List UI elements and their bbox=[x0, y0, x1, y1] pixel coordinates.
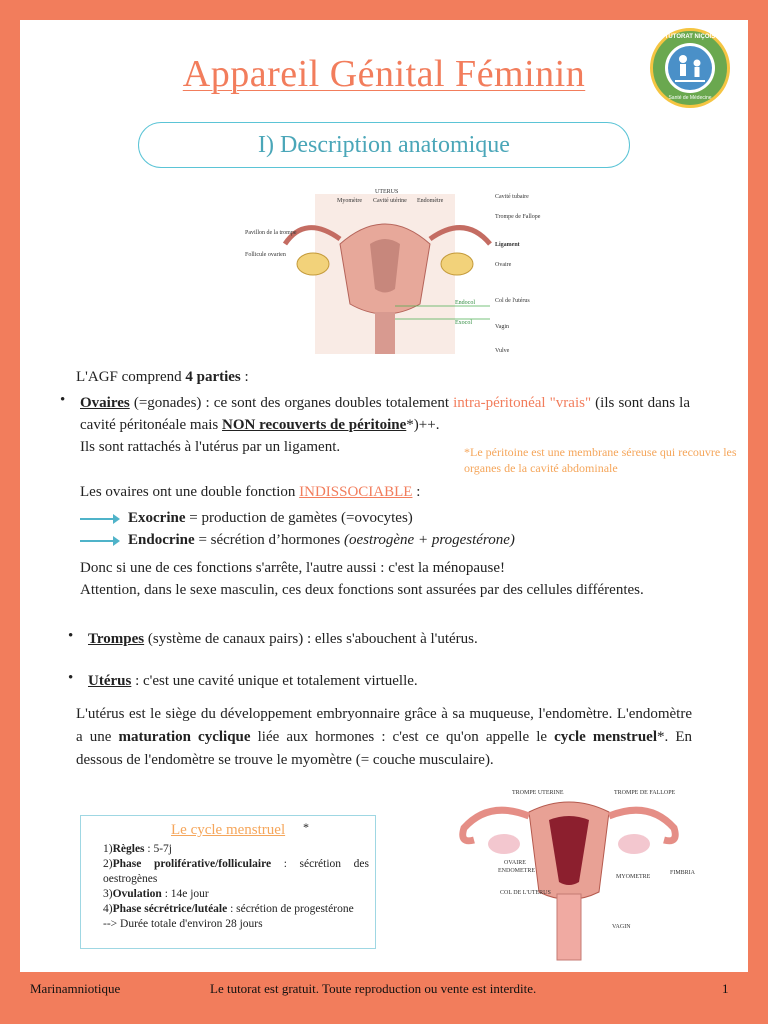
trompes-line: Trompes (système de canaux pairs) : elles s'abouchent à l'utérus. bbox=[88, 631, 478, 647]
label-uterus: UTERUS bbox=[375, 189, 399, 195]
label-vagin2: VAGIN bbox=[612, 924, 631, 930]
label-trompe-fallope: TROMPE DE FALLOPE bbox=[614, 790, 676, 796]
term-ovaires: Ovaires bbox=[80, 395, 130, 411]
logo-bottom-text: Santé de Médecine bbox=[668, 95, 712, 101]
arrow-right-icon bbox=[80, 518, 118, 520]
double-fonction-line: Les ovaires ont une double fonction INDISSOCIABLE : bbox=[80, 484, 421, 500]
cycle-step: 4)Phase sécrétrice/lutéale : sécrétion de progestérone bbox=[103, 903, 354, 915]
label-vulve: Vulve bbox=[495, 348, 510, 354]
label-endocol: Endocol bbox=[455, 300, 475, 306]
bullet-dot: • bbox=[60, 392, 66, 408]
endocrine-line: Endocrine = sécrétion d’hormones (oestrogène + progestérone) bbox=[80, 529, 515, 551]
uterus-paragraph: L'utérus est le siège du développement embryonnaire grâce à sa muqueuse, l'endomètre. L'endomètre a une maturation cyclique liée aux hormones : c'est ce qu'on appelle le cycle menstruel*. En dessous de l'endomètre se trouve le myomètre (= couche musculaire). bbox=[76, 706, 692, 768]
label-ovaire2: OVAIRE bbox=[504, 860, 526, 866]
label-col: Col de l'utérus bbox=[495, 298, 530, 304]
attention-line: Attention, dans le sexe masculin, ces deux fonctions sont assurées par des cellules différentes. bbox=[80, 582, 644, 598]
intro-line: L'AGF comprend 4 parties : bbox=[76, 369, 249, 385]
exocrine-line: Exocrine = production de gamètes (=ovocytes) bbox=[80, 507, 413, 529]
uterus-line: Utérus : c'est une cavité unique et totalement virtuelle. bbox=[88, 673, 418, 689]
logo-figures bbox=[665, 43, 715, 93]
label-trompe-uterine: TROMPE UTERINE bbox=[512, 790, 564, 796]
cycle-star: * bbox=[303, 820, 309, 834]
menopause-line: Donc si une de ces fonctions s'arrête, l'autre aussi : c'est la ménopause! bbox=[80, 560, 506, 576]
label-follicule: Follicule ovarien bbox=[245, 252, 286, 258]
logo-top-text: TUTORAT NIÇOIS bbox=[664, 34, 716, 40]
cycle-list bbox=[103, 842, 369, 932]
bullet-dot: • bbox=[68, 628, 74, 644]
cycle-duration: --> Durée totale d'environ 28 jours bbox=[103, 918, 263, 930]
peritoine-note: *Le péritoine est une membrane séreuse qui recouvre les organes de la cavité abdominale bbox=[464, 445, 737, 475]
cycle-step: 3)Ovulation : 14e jour bbox=[103, 888, 209, 900]
cycle-menstruel-box bbox=[80, 815, 376, 949]
page-title: Appareil Génital Féminin bbox=[182, 53, 586, 95]
label-ovaire: Ovaire bbox=[495, 262, 512, 268]
bullet-dot: • bbox=[68, 670, 74, 686]
footer-notice: Le tutorat est gratuit. Toute reproduction ou vente est interdite. bbox=[210, 981, 537, 996]
tutorat-logo bbox=[650, 28, 730, 108]
label-ligament: Ligament bbox=[495, 242, 520, 248]
page-number: 1 bbox=[722, 981, 729, 996]
document-page bbox=[20, 20, 748, 972]
label-col2: COL DE L'UTERUS bbox=[500, 890, 551, 896]
label-vagin: Vagin bbox=[495, 324, 509, 330]
footer-author: Marinamniotique bbox=[30, 981, 121, 996]
arrow-right-icon bbox=[80, 540, 118, 542]
section-heading: I) Description anatomique bbox=[138, 122, 630, 168]
label-exocol: Exocol bbox=[455, 320, 472, 326]
ovaires-paragraph: Ovaires (=gonades) : ce sont des organes doubles totalement intra-péritonéal "vrais" (ils sont dans la cavité péritonéale mais NON recouverts de péritoine*)++. bbox=[80, 395, 690, 433]
label-cavite-uterine: Cavité utérine bbox=[373, 198, 407, 204]
uterus-diagram bbox=[434, 782, 704, 962]
cycle-title: Le cycle menstruel bbox=[171, 822, 286, 838]
label-myometre: Myomètre bbox=[337, 198, 362, 204]
cycle-step: 1)Règles : 5-7j bbox=[103, 843, 173, 855]
label-pavillon: Pavillon de la trompe bbox=[245, 230, 297, 236]
label-endometre: Endomètre bbox=[417, 198, 444, 204]
label-trompe: Trompe de Fallope bbox=[495, 214, 541, 220]
label-endometre2: ENDOMETRE bbox=[498, 868, 535, 874]
cycle-step: 2)Phase proliférative/folliculaire : sécrétion des oestrogènes bbox=[103, 858, 369, 885]
anatomy-diagram bbox=[245, 184, 545, 356]
label-fimbria: FIMBRIA bbox=[670, 870, 696, 876]
ovaires-ligament-line: Ils sont rattachés à l'utérus par un ligament. bbox=[80, 439, 341, 455]
label-myometre2: MYOMETRE bbox=[616, 874, 651, 880]
label-cavite-tubaire: Cavité tubaire bbox=[495, 194, 529, 200]
